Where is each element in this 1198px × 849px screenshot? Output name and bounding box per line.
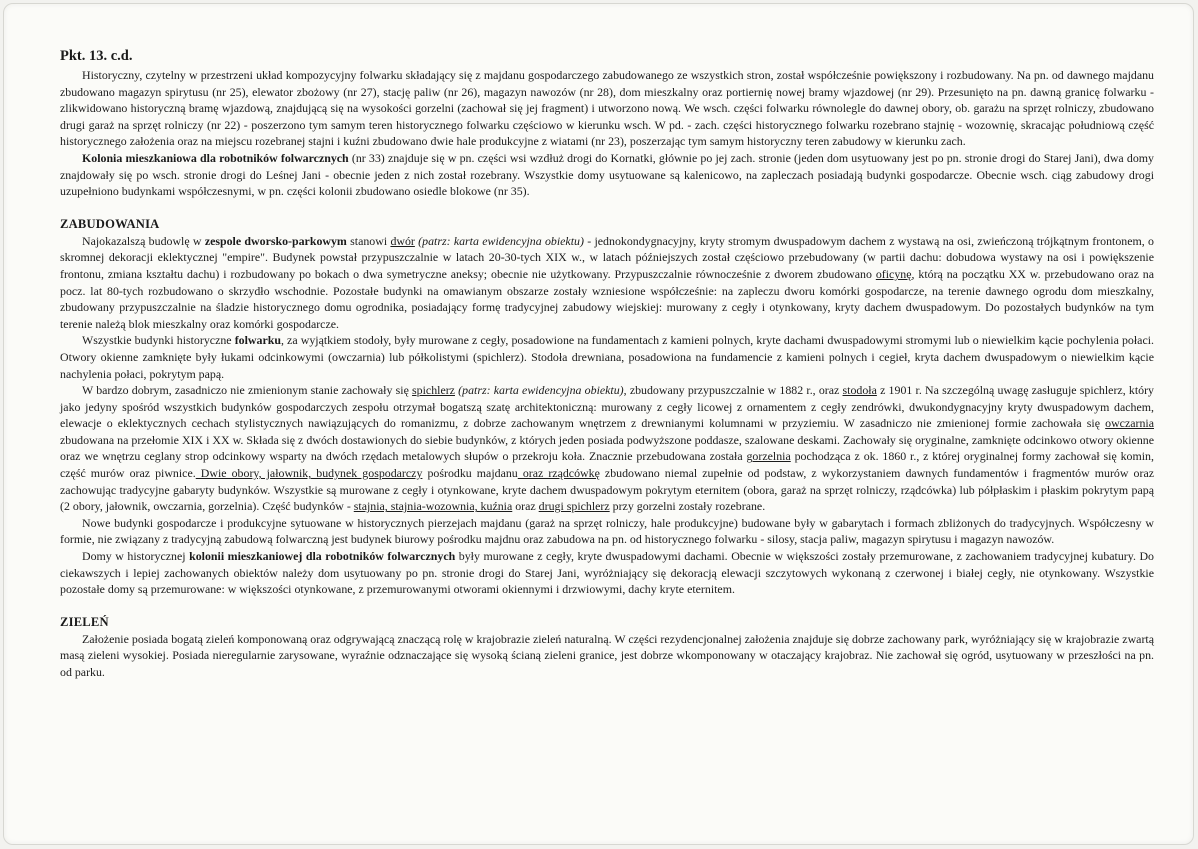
zabudowania-paragraph-2: Wszystkie budynki historyczne folwarku, za wyjątkiem stodoły, były murowane z cegły, posadowione na fundamentach z kamieni polnych, kryte dachami dwuspadowymi stromymi lub o niewielkim kącie pochylenia połaci. Otwory okienne zamknięte były łukami odcinkowymi (owczarnia) lub półkolistymi (spichlerz). Stodoła drewniana, posadowiona na fundamencie z kamieni polnych i cegieł, kryta dachem dwuspadowym o niewielkim kącie nachylenia połaci, pokrytym papą. (60, 333, 1155, 381)
zabudowania-paragraph-3: W bardzo dobrym, zasadniczo nie zmienionym stanie zachowały się spichlerz (patrz: karta ewidencyjna obiektu), zbudowany przypuszczalnie w 1882 r., oraz stodoła z 1901 r. Na szczególną uwagę zasługuje spichlerz, który jako jedyny spośród wszystkich budynków gospodarczych zespołu otrzymał bogatszą szatę architektoniczną: murowany z cegły licowej z ornamentem z cegły zendrówki, dwukondygnacyjny kryty dwuspadowym dachem, elewacje o eklektycznych cechach stylistycznych nawiązujących do romanizmu, z dobrze zachowanym wnętrzem z drewnianymi kolumnami w przyziemiu. W zasadniczo nie zmienionej formie zachowała się owczarnia zbudowana na przełomie XIX i XX w. Składa się z dwóch dostawionych do siebie budynków, z których jeden posiada podwyższone poddasze, szalowane deskami. Zachowały się oryginalne, zamknięte odcinkowo otwory okienne oraz we wnętrzu ceglany strop odcinkowy wsparty na dwóch rzędach metalowych słupów o przekroju koła. Znacznie przebudowana została gorzelnia pochodząca z ok. 1860 r., z której oryginalnej formy zachował się komin, część murów oraz piwnice. Dwie obory, jałownik, budynek gospodarczy pośrodku majdanu oraz rządcówkę zbudowano niemal zupełnie od podstaw, z wykorzystaniem dawnych fundamentów i fragmentów murów oraz zachowując tradycyjne gabaryty budynków. Wszystkie są murowane z cegły i otynkowane, kryte dachem dwuspadowym pokrytym eternitem (obora, garaż na sprzęt rolniczy, rządcówka) lub półpłaskim i płaskim pokrytym papą (2 obory, jałownik, owczarnia, gorzelnia). Część budynków - stajnia, stajnia-wozownia, kuźnia oraz drugi spichlerz przy gorzelni zostały rozebrane. (60, 383, 1154, 514)
zabudowania-paragraph-1: Najokazalszą budowlę w zespole dworsko-parkowym stanowi dwór (patrz: karta ewidencyjna obiektu) - jednokondygnacyjny, kryty stromym dwuspadowym dachem z wystawą na osi, zwieńczoną trójkątnym frontonem, o skromnej dekoracji eklektycznej "empire". Budynek powstał przypuszczalnie w latach 20-30-tych XIX w., w latach późniejszych został częściowo przebudowany (w partii dachu: dobudowa wystawy na osi i powiększenie frontonu, zmiana kształtu dachu) i rozbudowany po bokach o dwa symetryczne aneksy; obecnie nie użytkowany. Przypuszczalnie równocześnie z dworem zbudowano oficynę, którą na początku XX w. przebudowano oraz na pocz. lat 80-tych rozbudowano o skrzydło wschodnie. Pozostałe budynki na omawianym obszarze zostały wzniesione współcześnie: na zapleczu dworu komórki gospodarcze, na terenie dawnego ogrodu dom mieszkalny, zbudowany przypuszczalnie na śladzie historycznego domu ogrodnika, posiadający formę tradycyjnej zabudowy wiejskiej: murowany z cegły i otynkowany, kryty dachem dwuspadowym. Do pozostałych budynków na tym terenie należą blok mieszkalny oraz komórki gospodarcze. (60, 233, 1155, 331)
document-content (60, 46, 1154, 681)
rzadcowka-underlined: oraz rządcówkę (517, 466, 600, 481)
dwor-underlined: dwór (390, 233, 415, 248)
obory-underlined: Dwie obory, jałownik, budynek gospodarczy (195, 466, 423, 481)
intro-paragraph-2: Kolonia mieszkaniowa dla robotników folwarcznych (nr 33) znajduje się w pn. części wsi wzdłuż drogi do Kornatki, głównie po jej zach. stronie (jeden dom usytuowany jest po pn. stronie drogi do Starej Jani), dwa domy znajdowały się po wsch. stronie drogi do Leśnej Jani - obecnie jeden z nich został rozebrany. Wszystkie domy usytuowane są kalenicowo, na zapleczach posiadają budynki gospodarcze. Obecnie wsch. ciąg zabudowy drogi uzupełniono budynkami współczesnymi, w pn. części kolonii zbudowano osiedle blokowe (nr 35). (60, 150, 1154, 199)
zabudowania-paragraph-4: Nowe budynki gospodarcze i produkcyjne sytuowane w historycznych pierzejach majdanu (garaż na sprzęt rolniczy, hale produkcyjne) budowane były w gabarytach i formach zbliżonych do tradycyjnych. Współczesny w formie, nie związany z tradycyjną zabudową folwarczną jest budynek biurowy pośrodku majdnu oraz zabudowa na pn. od historycznego folwarku - silosy, stacja paliw, magazyn spirytusu i magazyn nawozów. (60, 515, 1154, 547)
page-title: Pkt. 13. c.d. (60, 48, 133, 64)
kolonia-bold-phrase: Kolonia mieszkaniowa dla robotników folwarcznych (82, 150, 349, 165)
stajnia-underlined: stajnia, stajnia-wozownia, kuźnia (353, 499, 513, 514)
drugi-spichlerz-underlined: drugi spichlerz (538, 499, 610, 514)
zielen-paragraph-1: Założenie posiada bogatą zieleń komponowaną oraz odgrywającą znaczącą rolę w krajobrazie zieleń naturalną. W części rezydencjonalnej założenia znajduje się dobrze zachowany park, wyróżniający się w krajobrazie zwartą masą zieleni wysokiej. Posiada nieregularnie zarysowane, wyraźnie odznaczające się wysoką ścianą zieleni granice, jest dobrze wkomponowany w otaczający krajobraz. Nie zachował się ogród, usytuowany w przeszłości na pn. od parku. (60, 631, 1154, 679)
owczarnia-underlined: owczarnia (1105, 416, 1154, 431)
section-heading-zielen: ZIELEŃ (60, 614, 109, 629)
spichlerz-underlined: spichlerz (412, 383, 455, 398)
gorzelnia-underlined: gorzelnia (746, 449, 791, 464)
stodola-underlined: stodoła (842, 383, 877, 398)
section-heading-zabudowania: ZABUDOWANIA (60, 216, 160, 231)
zabudowania-paragraph-5: Domy w historycznej kolonii mieszkaniowej dla robotników folwarcznych były murowane z cegły, kryte dwuspadowymi dachami. Obecnie w większości zostały przemurowane, z zachowaniem tradycyjnej kubatury. Do ciekawszych i lepiej zachowanych obiektów należy dom usytuowany po pn. stronie drogi do Starej Jani, wyróżniający się dekoracją elewacji szczytowych wykonaną z czerwonej i białej cegły, nie otynkowany. Wszystkie pozostałe domy są przemurowane: w większości otynkowane, z przemurowanymi otworami okiennymi i drzwiowymi, dachy kryte eternitem. (60, 549, 1155, 597)
document-page (3, 3, 1194, 845)
oficyna-underlined: oficynę (875, 266, 912, 281)
intro-paragraph-1: Historyczny, czytelny w przestrzeni układ kompozycyjny folwarku składający się z majdanu gospodarczego zabudowanego ze wszystkich stron, został współcześnie powiększony i rozbudowany. Na pn. od dawnego majdanu zbudowano magazyn spirytusu (nr 25), elewator zbożowy (nr 27), stację paliw (nr 26), magazyn nawozów (nr 28), dom mieszkalny oraz portiernię nowej bramy wjazdowej (nr 29). Przesunięto na pn. dawną granicę folwarku - zlikwidowano historyczną bramę wjazdową, znajdującą się na wysokości gorzelni (zachował się jej fragment) i utworzono nową. We wsch. części folwarku równolegle do dawnej obory, ob. garażu na sprzęt rolniczy, zbudowano drugi garaż na sprzęt rolniczy (nr 22) - poszerzono tym samym teren historycznego folwarku częściowo w kierunku wsch. W pd. - zach. części historycznego folwarku rozebrano stajnię - wozownię, skracając południową część historycznego założenia oraz na miejscu rozebranej stajni i kuźni zbudowano dwie hale produkcyjne z wiatami (nr 23), poszerzając tym samym historyczny teren zabudowy w kierunku zach. (60, 68, 1154, 149)
